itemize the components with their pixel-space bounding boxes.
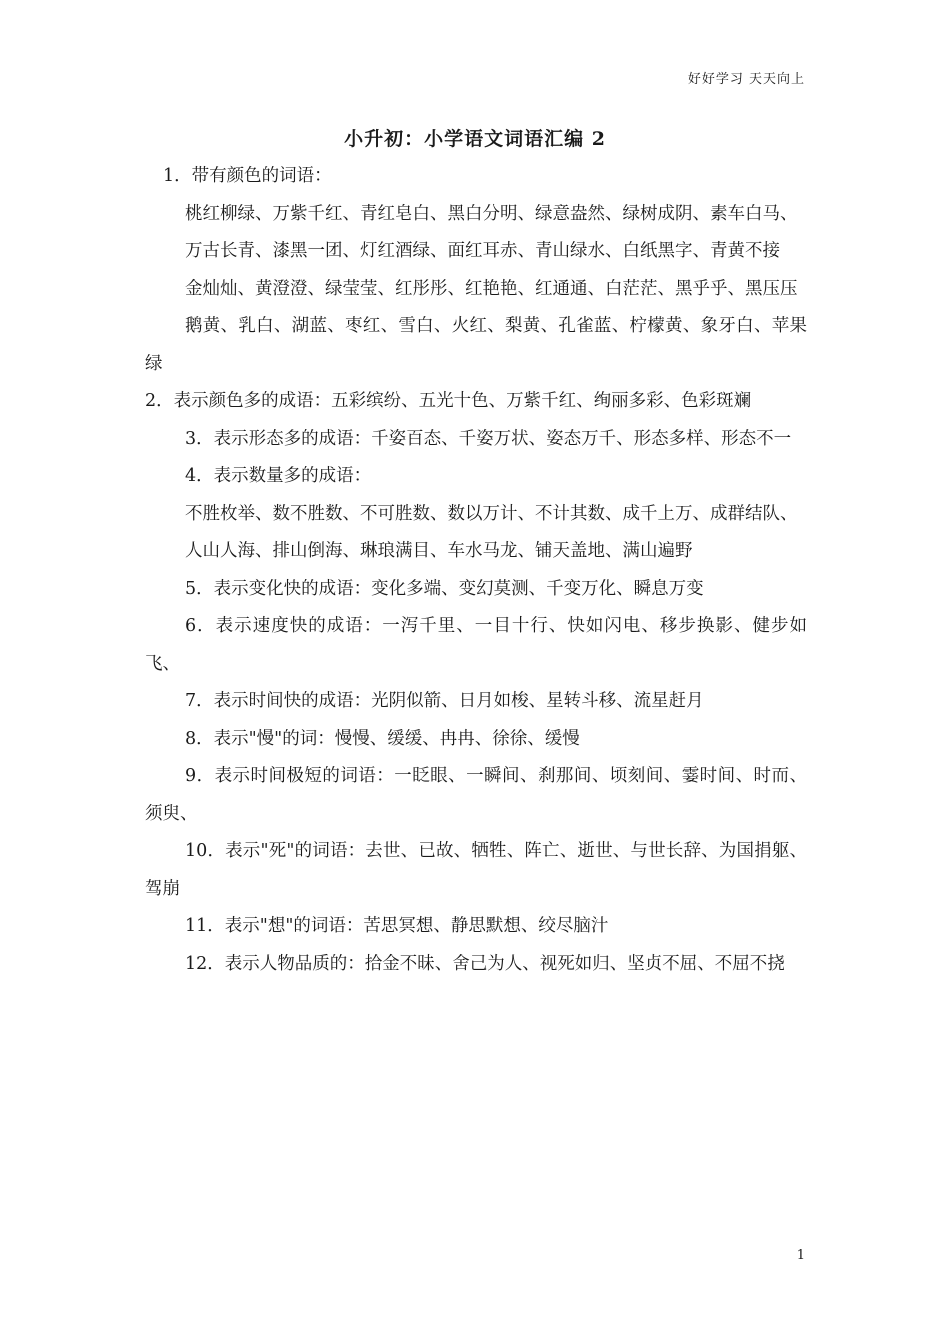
document-body: [145, 158, 807, 983]
paragraph-4-heading: 4．表示数量多的成语：: [185, 466, 372, 486]
paragraph-1-heading: 1．带有颜色的词语：: [163, 166, 332, 186]
paragraph-7: 7．表示时间快的成语：光阴似箭、日月如梭、星转斗移、流星赶月: [185, 691, 704, 711]
paragraph-quantity-words-2: 人山人海、排山倒海、琳琅满目、车水马龙、铺天盖地、满山遍野: [185, 541, 693, 561]
page-number: 1: [796, 1248, 805, 1263]
paragraph-3: 3．表示形态多的成语：千姿百态、千姿万状、姿态万千、形态多样、形态不一: [185, 428, 792, 449]
document-title: 小升初：小学语文词语汇编 2: [344, 128, 606, 150]
paragraph-8: 8．表示"慢"的词：慢慢、缓缓、冉冉、徐徐、缓慢: [185, 728, 580, 749]
paragraph-color-words-1: 桃红柳绿、万紫千红、青红皂白、黑白分明、绿意盎然、绿树成阴、素车白马、: [185, 203, 798, 224]
paragraph-12: 12．表示人物品质的：拾金不昧、舍己为人、视死如归、坚贞不屈、不屈不挠: [185, 953, 785, 974]
paragraph-9: 9．表示时间极短的词语：一眨眼、一瞬间、刹那间、顷刻间、霎时间、时而、须臾、: [145, 766, 807, 824]
paragraph-quantity-words-1: 不胜枚举、数不胜数、不可胜数、数以万计、不计其数、成千上万、成群结队、: [185, 503, 798, 524]
paragraph-10: 10．表示"死"的词语：去世、已故、牺牲、阵亡、逝世、与世长辞、为国捐躯、驾崩: [145, 841, 807, 899]
paragraph-color-words-4: 鹅黄、乳白、湖蓝、枣红、雪白、火红、梨黄、孔雀蓝、柠檬黄、象牙白、苹果绿: [145, 316, 807, 374]
paragraph-color-words-3: 金灿灿、黄澄澄、绿莹莹、红彤彤、红艳艳、红通通、白茫茫、黑乎乎、黑压压: [185, 278, 798, 299]
header-motto: 好好学习 天天向上: [687, 72, 805, 87]
paragraph-11: 11．表示"想"的词语：苦思冥想、静思默想、绞尽脑汁: [185, 916, 609, 936]
paragraph-color-words-2: 万古长青、漆黑一团、灯红酒绿、面红耳赤、青山绿水、白纸黑字、青黄不接: [185, 241, 780, 261]
paragraph-5: 5．表示变化快的成语：变化多端、变幻莫测、千变万化、瞬息万变: [185, 578, 704, 599]
paragraph-6: 6．表示速度快的成语：一泻千里、一目十行、快如闪电、移步换影、健步如飞、: [145, 616, 807, 674]
paragraph-2: 2．表示颜色多的成语：五彩缤纷、五光十色、万紫千红、绚丽多彩、色彩斑斓: [145, 391, 752, 411]
